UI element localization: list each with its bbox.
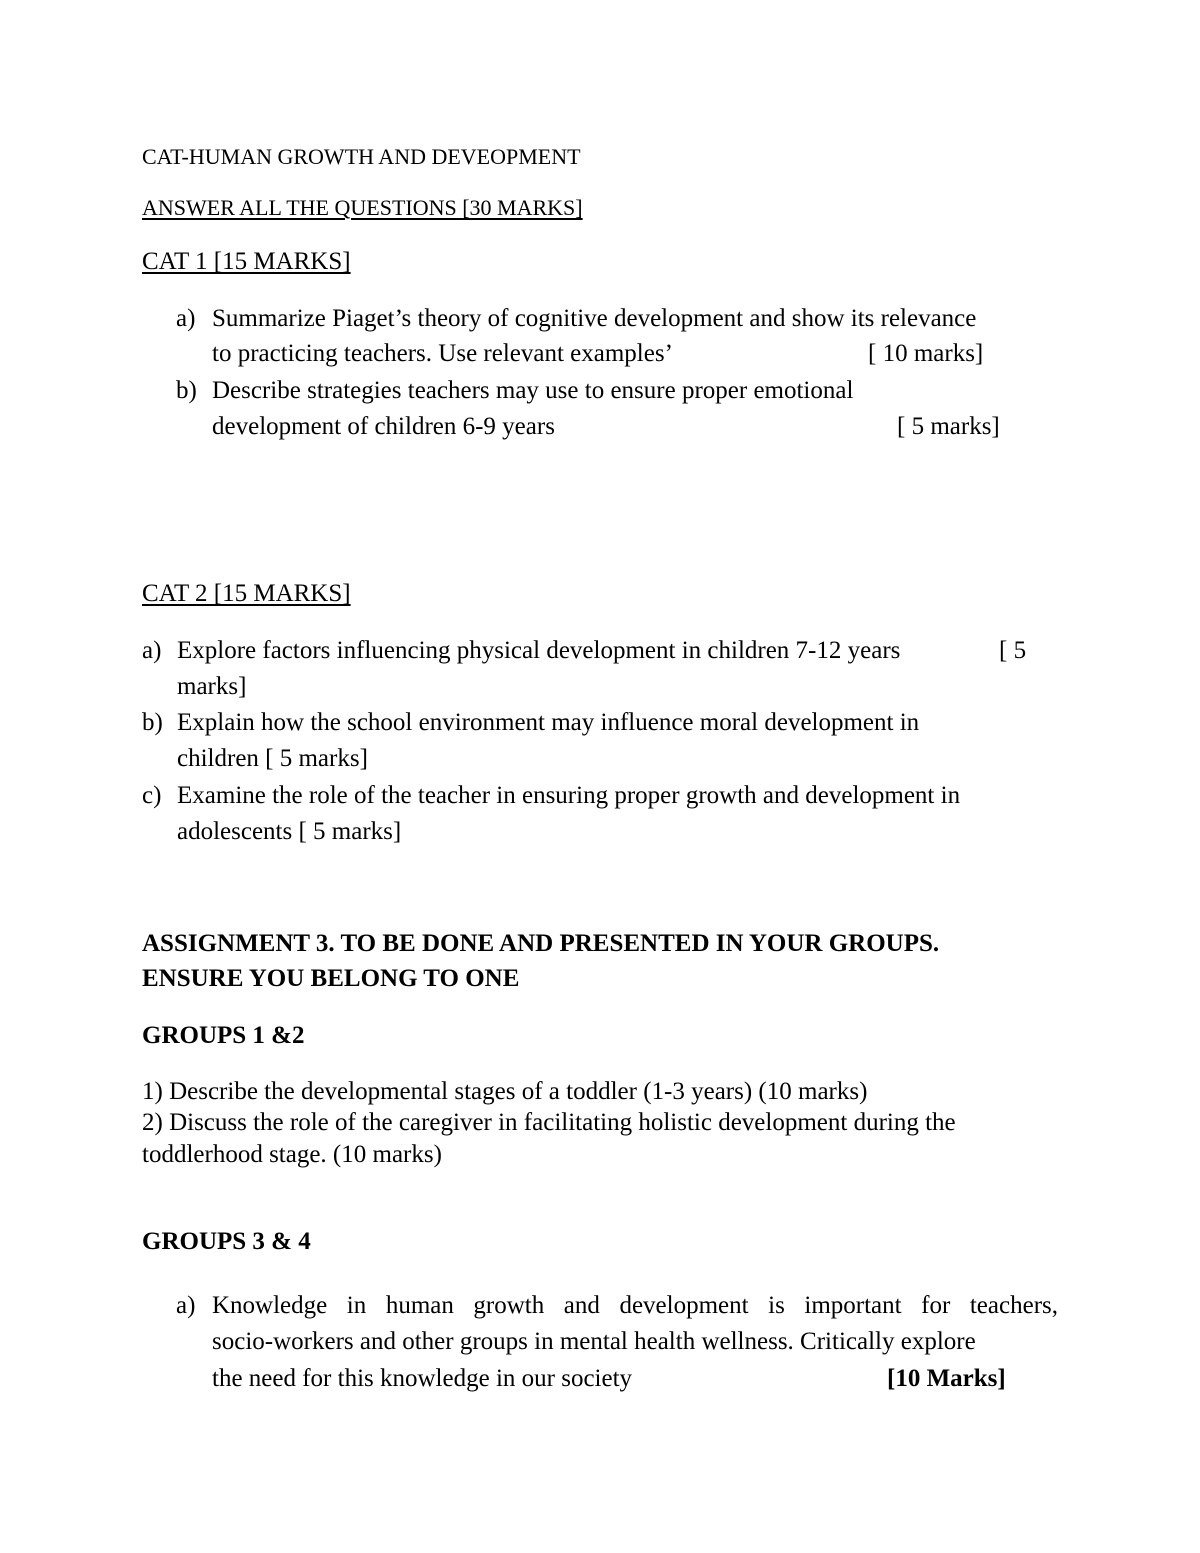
- groups34-heading: GROUPS 3 & 4: [142, 1228, 311, 1255]
- document-title: CAT-HUMAN GROWTH AND DEVEOPMENT: [142, 144, 581, 169]
- groups12-question-2-line1: 2) Discuss the role of the caregiver in facilitating holistic development during the: [142, 1109, 956, 1136]
- cat2-item-b-line1: Explain how the school environment may influence moral development in: [177, 709, 920, 736]
- cat1-item-b-label: b): [176, 377, 197, 404]
- cat2-item-c-line1: Examine the role of the teacher in ensuring proper growth and development in: [177, 782, 961, 809]
- cat2-heading: CAT 2 [15 MARKS]: [142, 580, 351, 607]
- assignment-heading-line1: ASSIGNMENT 3. TO BE DONE AND PRESENTED IN YOUR GROUPS.: [142, 930, 940, 957]
- groups12-heading: GROUPS 1 &2: [142, 1022, 305, 1049]
- groups34-item-a-line2: socio-workers and other groups in mental health wellness. Critically explore: [212, 1328, 976, 1355]
- groups12-question-2-line2: toddlerhood stage. (10 marks): [142, 1141, 442, 1168]
- cat2-item-b-line2: children [ 5 marks]: [177, 745, 368, 772]
- cat2-item-a-marks-start: [ 5: [999, 637, 1027, 664]
- cat1-item-b-line1: Describe strategies teachers may use to ensure proper emotional: [212, 377, 854, 404]
- groups34-item-a-marks: [10 Marks]: [887, 1365, 1006, 1392]
- cat1-item-a-line2: to practicing teachers. Use relevant examples’: [212, 340, 673, 367]
- groups34-item-a-line1: Knowledge in human growth and development is important for teachers,: [212, 1292, 1058, 1319]
- groups34-item-a-label: a): [176, 1292, 196, 1319]
- cat1-item-a-marks: [ 10 marks]: [868, 340, 984, 367]
- assignment-heading-line2: ENSURE YOU BELONG TO ONE: [142, 965, 520, 992]
- cat2-item-b-label: b): [142, 709, 163, 736]
- cat1-item-a-label: a): [176, 305, 196, 332]
- cat2-item-a-label: a): [142, 637, 162, 664]
- groups12-question-1: 1) Describe the developmental stages of a toddler (1-3 years) (10 marks): [142, 1078, 868, 1105]
- cat1-heading: CAT 1 [15 MARKS]: [142, 248, 351, 275]
- groups34-item-a-line3: the need for this knowledge in our society: [212, 1365, 633, 1392]
- cat2-item-c-label: c): [142, 782, 162, 809]
- cat1-item-b-line2: development of children 6-9 years: [212, 413, 555, 440]
- cat2-item-c-line2: adolescents [ 5 marks]: [177, 818, 402, 845]
- cat2-item-a-line1: Explore factors influencing physical development in children 7-12 years: [177, 637, 901, 664]
- cat1-item-a-line1: Summarize Piaget’s theory of cognitive development and show its relevance: [212, 305, 977, 332]
- instruction-line: ANSWER ALL THE QUESTIONS [30 MARKS]: [142, 195, 583, 220]
- cat1-item-b-marks: [ 5 marks]: [897, 413, 1000, 440]
- cat2-item-a-line2: marks]: [177, 673, 247, 700]
